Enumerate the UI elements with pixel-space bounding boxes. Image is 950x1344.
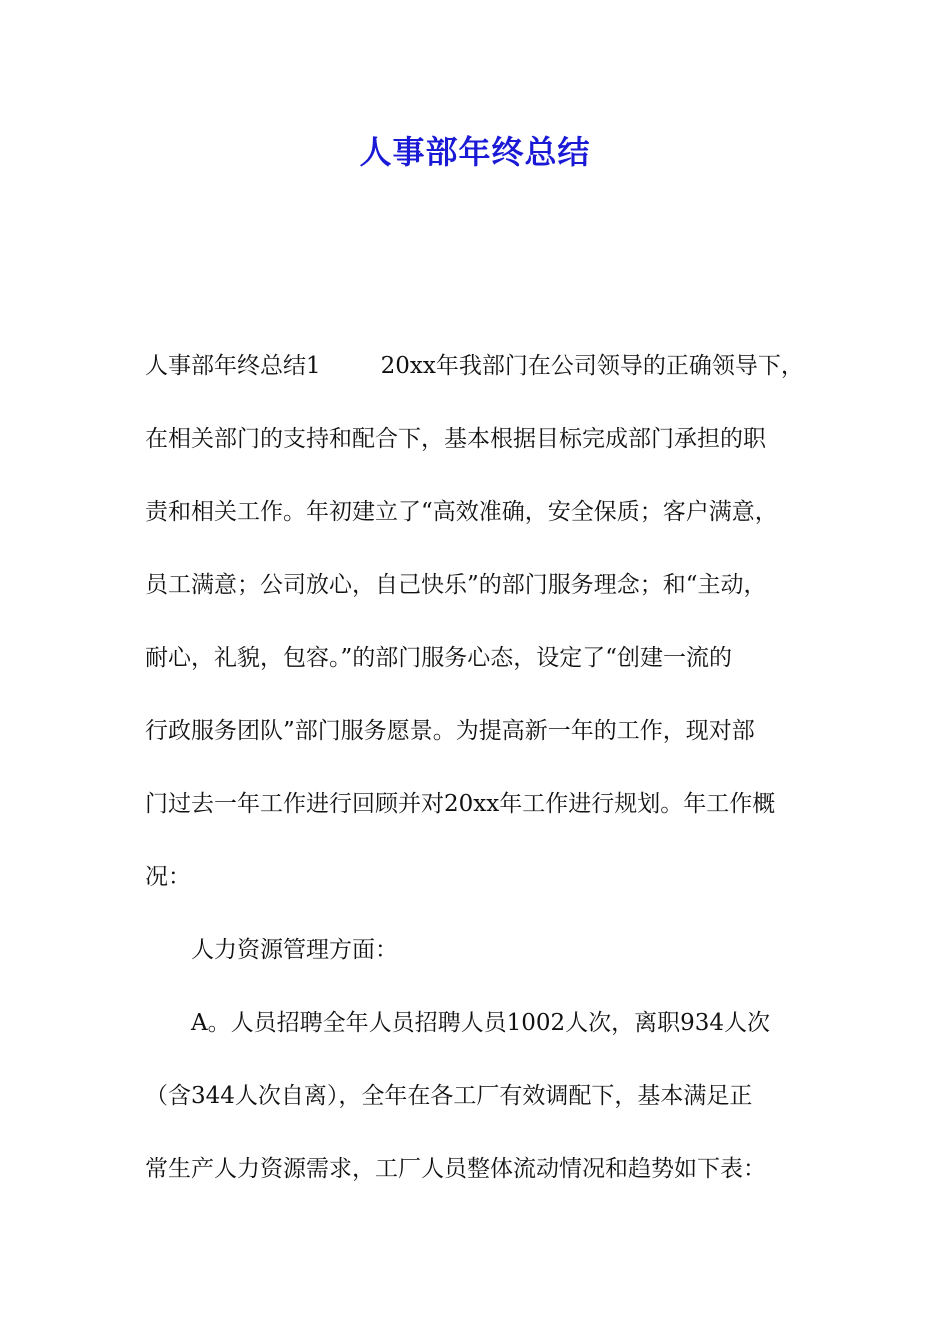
paragraph-line: 行政服务团队”部门服务愿景。为提高新一年的工作，现对部 [145, 718, 755, 744]
paragraph-line: 况： [145, 864, 191, 890]
document-title: 人事部年终总结 [359, 133, 591, 171]
section-heading-inline: 人事部年终总结1 [145, 353, 321, 379]
paragraph-line: A。人员招聘全年人员招聘人员1002人次，离职934人次 [191, 1010, 771, 1036]
paragraph-line: 员工满意；公司放心，自己快乐”的部门服务理念；和“主动， [145, 572, 767, 598]
paragraph-line: 常生产人力资源需求，工厂人员整体流动情况和趋势如下表： [145, 1156, 766, 1182]
subsection-heading: 人力资源管理方面： [191, 937, 398, 963]
paragraph-line: 耐心，礼貌，包容。”的部门服务心态，设定了“创建一流的 [145, 645, 733, 671]
document-body [145, 330, 825, 1206]
paragraph-line: 在相关部门的支持和配合下，基本根据目标完成部门承担的职 [145, 426, 766, 452]
paragraph-line: 门过去一年工作进行回顾并对20xx年工作进行规划。年工作概 [145, 791, 776, 817]
paragraph-line: 责和相关工作。年初建立了“高效准确，安全保质；客户满意， [145, 499, 778, 525]
paragraph-text: 20xx年我部门在公司领导的正确领导下， [380, 353, 804, 379]
paragraph-line [145, 330, 825, 403]
paragraph-line: （含344人次自离），全年在各工厂有效调配下，基本满足正 [145, 1083, 753, 1109]
